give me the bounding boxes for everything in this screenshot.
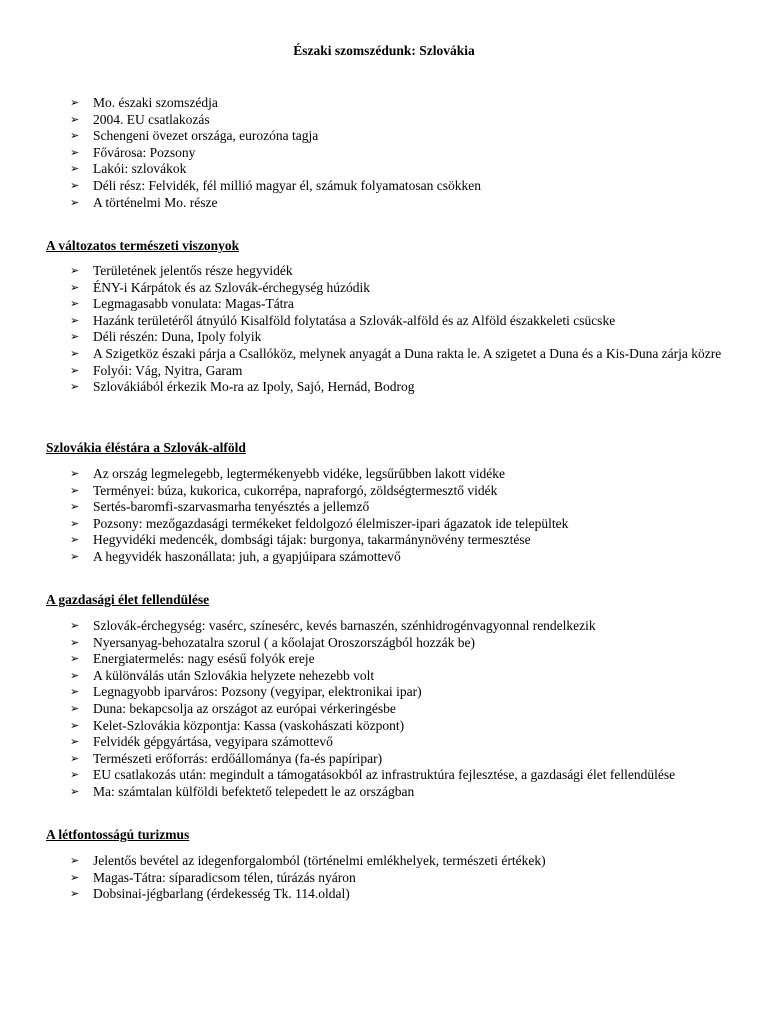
arrow-bullet-icon: ➢ [70, 380, 80, 394]
list-item [0, 363, 768, 380]
section-heading: Szlovákia éléstára a Szlovák-alföld [46, 440, 246, 455]
arrow-bullet-icon: ➢ [70, 346, 80, 360]
list-item-text: Pozsony: mezőgazdasági termékeket feldolgozó élelmiszer-ipari ágazatok ide települtek [93, 515, 569, 531]
list-item-text: Legmagasabb vonulata: Magas-Tátra [93, 296, 294, 312]
arrow-bullet-icon: ➢ [70, 112, 80, 126]
list-item [0, 751, 768, 768]
list-item [0, 701, 768, 718]
section-heading: A változatos természeti viszonyok [46, 238, 240, 253]
list-item [0, 379, 768, 396]
list-item [0, 718, 768, 735]
arrow-bullet-icon: ➢ [70, 363, 80, 377]
list-item [0, 178, 768, 195]
list-item-text: Lakói: szlovákok [93, 161, 187, 177]
list-item [0, 263, 768, 280]
list-item [0, 195, 768, 212]
arrow-bullet-icon: ➢ [70, 162, 80, 176]
list-item [0, 466, 768, 483]
arrow-bullet-icon: ➢ [70, 635, 80, 649]
arrow-bullet-icon: ➢ [70, 483, 80, 497]
list-item-text: Hegyvidéki medencék, dombsági tájak: burgonya, takarmánynövény termesztése [93, 532, 531, 548]
list-item-text: A különválás után Szlovákia helyzete nehezebb volt [93, 667, 375, 683]
bullet-list [0, 618, 768, 801]
list-item [0, 313, 768, 330]
list-item-text: Sertés-baromfi-szarvasmarha tenyésztés a jellemző [93, 499, 370, 515]
list-item [0, 329, 768, 346]
arrow-bullet-icon: ➢ [70, 701, 80, 715]
list-item-text: A Szigetköz északi párja a Csallóköz, melynek anyagát a Duna rakta le. A szigetet a Duna és a Kis-Duna zárja közre [93, 345, 722, 361]
arrow-bullet-icon: ➢ [70, 768, 80, 782]
arrow-bullet-icon: ➢ [70, 500, 80, 514]
list-item [0, 684, 768, 701]
arrow-bullet-icon: ➢ [70, 668, 80, 682]
list-item [0, 767, 768, 784]
list-item-text: ÉNY-i Kárpátok és az Szlovák-érchegység húzódik [93, 279, 371, 295]
list-item [0, 886, 768, 903]
list-item [0, 516, 768, 533]
arrow-bullet-icon: ➢ [70, 533, 80, 547]
list-item-text: Magas-Tátra: síparadicsom télen, túrázás nyáron [93, 869, 356, 885]
list-item-text: Szlovákiából érkezik Mo-ra az Ipoly, Sajó, Hernád, Bodrog [93, 379, 415, 395]
list-item-text: Terményei: búza, kukorica, cukorrépa, napraforgó, zöldségtermesztő vidék [93, 482, 498, 498]
list-item-text: Nyersanyag-behozatalra szorul ( a kőolajat Oroszországból hozzák be) [93, 634, 475, 650]
list-item-text: Duna: bekapcsolja az országot az európai vérkeringésbe [93, 700, 396, 716]
list-item-text: Természeti erőforrás: erdőállománya (fa-és papíripar) [93, 750, 383, 766]
list-item [0, 296, 768, 313]
arrow-bullet-icon: ➢ [70, 887, 80, 901]
list-item [0, 112, 768, 129]
arrow-bullet-icon: ➢ [70, 735, 80, 749]
list-item-text: Jelentős bevétel az idegenforgalomból (történelmi emlékhelyek, természeti értékek) [93, 853, 546, 868]
list-item-text: Az ország legmelegebb, legtermékenyebb vidéke, legsűrűbben lakott vidéke [93, 466, 505, 481]
list-item-text: Energiatermelés: nagy esésű folyók ereje [93, 651, 315, 667]
list-item [0, 635, 768, 652]
arrow-bullet-icon: ➢ [70, 619, 80, 632]
list-item [0, 532, 768, 549]
list-item [0, 483, 768, 500]
arrow-bullet-icon: ➢ [70, 870, 80, 884]
section-heading: A gazdasági élet fellendülése [46, 592, 210, 607]
arrow-bullet-icon: ➢ [70, 313, 80, 327]
arrow-bullet-icon: ➢ [70, 178, 80, 192]
arrow-bullet-icon: ➢ [70, 854, 80, 867]
list-item [0, 95, 768, 112]
bullet-list [0, 853, 768, 903]
list-item [0, 280, 768, 297]
list-item [0, 784, 768, 801]
list-item-text: Mo. északi szomszédja [93, 95, 218, 110]
list-item-text: Kelet-Szlovákia központja: Kassa (vaskohászati központ) [93, 717, 405, 733]
arrow-bullet-icon: ➢ [70, 145, 80, 159]
list-item [0, 499, 768, 516]
arrow-bullet-icon: ➢ [70, 96, 80, 109]
list-item-text: 2004. EU csatlakozás [93, 111, 210, 127]
arrow-bullet-icon: ➢ [70, 549, 80, 563]
section-heading: A létfontosságú turizmus [46, 827, 190, 842]
list-item-text: A hegyvidék haszonállata: juh, a gyapjúipara számottevő [93, 548, 401, 564]
bullet-list [0, 263, 768, 396]
arrow-bullet-icon: ➢ [70, 652, 80, 666]
list-item [0, 128, 768, 145]
arrow-bullet-icon: ➢ [70, 297, 80, 311]
arrow-bullet-icon: ➢ [70, 280, 80, 294]
arrow-bullet-icon: ➢ [70, 718, 80, 732]
bullet-list [0, 95, 768, 211]
arrow-bullet-icon: ➢ [70, 467, 80, 480]
arrow-bullet-icon: ➢ [70, 264, 80, 277]
list-item-text: Fővárosa: Pozsony [93, 144, 196, 160]
arrow-bullet-icon: ➢ [70, 516, 80, 530]
list-item-text: EU csatlakozás után: megindult a támogatásokból az infrastruktúra fejlesztése, a gazdasági élet fellendülése [93, 767, 676, 783]
list-item-text: Legnagyobb iparváros: Pozsony (vegyipar, elektronikai ipar) [93, 684, 422, 700]
list-item-text: Szlovák-érchegység: vasérc, színesérc, kevés barnaszén, szénhidrogénvagyonnal rendelkezik [93, 618, 596, 633]
arrow-bullet-icon: ➢ [70, 129, 80, 143]
list-item [0, 618, 768, 635]
arrow-bullet-icon: ➢ [70, 685, 80, 699]
list-item [0, 651, 768, 668]
list-item-text: A történelmi Mo. része [93, 194, 218, 210]
list-item [0, 145, 768, 162]
document-title: Északi szomszédunk: Szlovákia [293, 43, 475, 58]
list-item [0, 870, 768, 887]
list-item-text: Déli rész: Felvidék, fél millió magyar él, számuk folyamatosan csökken [93, 177, 482, 193]
list-item-text: Dobsinai-jégbarlang (érdekesség Tk. 114.oldal) [93, 886, 350, 902]
arrow-bullet-icon: ➢ [70, 330, 80, 344]
list-item [0, 853, 768, 870]
list-item-text: Ma: számtalan külföldi befektető telepedett le az országban [93, 783, 415, 799]
list-item [0, 346, 768, 363]
arrow-bullet-icon: ➢ [70, 784, 80, 798]
list-item-text: Déli részén: Duna, Ipoly folyik [93, 329, 262, 345]
list-item-text: Folyói: Vág, Nyitra, Garam [93, 362, 243, 378]
arrow-bullet-icon: ➢ [70, 195, 80, 209]
list-item [0, 549, 768, 566]
list-item-text: Schengeni övezet országa, eurozóna tagja [93, 128, 319, 144]
list-item-text: Felvidék gépgyártása, vegyipara számottevő [93, 734, 333, 750]
arrow-bullet-icon: ➢ [70, 751, 80, 765]
list-item [0, 734, 768, 751]
list-item-text: Hazánk területéről átnyúló Kisalföld folytatása a Szlovák-alföld és az Alföld északkeleti csücske [93, 312, 616, 328]
list-item [0, 161, 768, 178]
bullet-list [0, 466, 768, 566]
list-item-text: Területének jelentős része hegyvidék [93, 263, 293, 278]
list-item [0, 668, 768, 685]
